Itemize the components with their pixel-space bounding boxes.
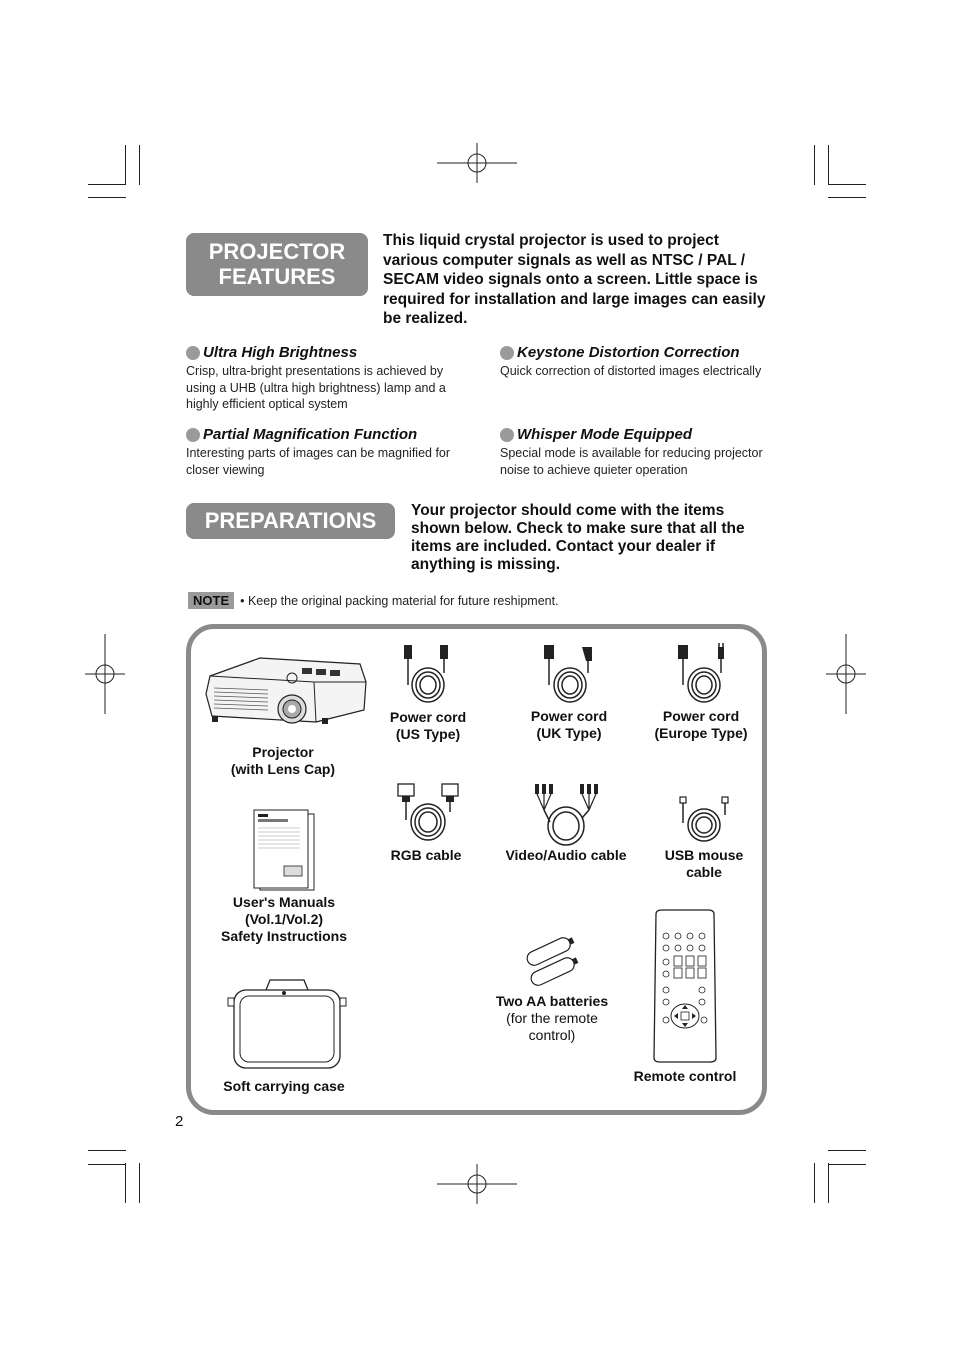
rgb-cable-icon xyxy=(396,782,462,844)
caption-batteries: Two AA batteries (for the remote control) xyxy=(495,993,609,1043)
feature-description: Interesting parts of images can be magnified for closer viewing xyxy=(186,446,451,477)
bullet-icon xyxy=(500,428,514,442)
usb-cable-icon xyxy=(676,795,732,845)
caption-power-eu: Power cord (Europe Type) xyxy=(654,708,748,741)
note-text: • Keep the original packing material for future reshipment. xyxy=(240,593,559,608)
note-label: NOTE xyxy=(188,592,234,609)
feature-item xyxy=(500,426,765,478)
feature-description: Crisp, ultra-bright presentations is achieved by using a UHB (ultra high brightness) lamp and a highly efficient optical system xyxy=(186,364,446,411)
note-row xyxy=(188,592,559,609)
caption-power-uk: Power cord (UK Type) xyxy=(530,708,608,741)
preparations-intro: Your projector should come with the items shown below. Check to make sure that all the items are included. Contact your dealer if anything is missing. xyxy=(411,502,745,573)
carrying-case-illustration xyxy=(226,976,348,1070)
caption-projector: Projector (with Lens Cap) xyxy=(230,744,336,777)
feature-title: Partial Magnification Function xyxy=(203,426,418,443)
power-cord-uk-icon xyxy=(540,643,600,707)
feature-description: Special mode is available for reducing projector noise to achieve quieter operation xyxy=(500,446,763,477)
caption-video-audio-cable: Video/Audio cable xyxy=(505,847,627,863)
manuals-illustration xyxy=(250,808,318,894)
power-cord-eu-icon xyxy=(674,643,734,707)
bullet-icon xyxy=(186,346,200,360)
video-audio-cable-icon xyxy=(532,782,602,848)
bullet-icon xyxy=(500,346,514,360)
feature-title: Whisper Mode Equipped xyxy=(517,426,692,443)
features-heading-line2: FEATURES xyxy=(218,264,336,289)
features-heading-line1: PROJECTOR xyxy=(208,239,346,264)
page-number: 2 xyxy=(175,1113,184,1130)
features-intro: This liquid crystal projector is used to project various computer signals as well as NTSC / PAL / SECAM video signals onto a screen. Little space is required for installation and large images can easily be realized. xyxy=(383,232,766,327)
feature-description: Quick correction of distorted images electrically xyxy=(500,364,762,378)
caption-usb-cable: USB mouse cable xyxy=(664,847,744,880)
feature-title: Keystone Distortion Correction xyxy=(517,344,740,361)
caption-carrying-case: Soft carrying case xyxy=(223,1078,345,1094)
feature-item xyxy=(186,426,456,478)
feature-item xyxy=(186,344,456,413)
batteries-illustration xyxy=(520,934,584,990)
registration-mark-right xyxy=(826,634,866,714)
power-cord-us-icon xyxy=(398,643,458,707)
bullet-icon xyxy=(186,428,200,442)
features-heading xyxy=(186,233,368,296)
caption-rgb-cable: RGB cable xyxy=(390,847,462,863)
caption-manuals: User's Manuals (Vol.1/Vol.2) Safety Instructions xyxy=(220,894,348,944)
caption-remote-control: Remote control xyxy=(633,1068,737,1084)
projector-illustration xyxy=(202,654,368,726)
registration-mark-bottom xyxy=(437,1164,517,1204)
registration-mark-top xyxy=(437,143,517,183)
remote-control-illustration xyxy=(652,908,718,1064)
caption-power-us: Power cord (US Type) xyxy=(389,709,467,742)
feature-title: Ultra High Brightness xyxy=(203,344,358,361)
feature-item xyxy=(500,344,775,380)
registration-mark-left xyxy=(85,634,125,714)
preparations-heading: PREPARATIONS xyxy=(186,503,395,539)
